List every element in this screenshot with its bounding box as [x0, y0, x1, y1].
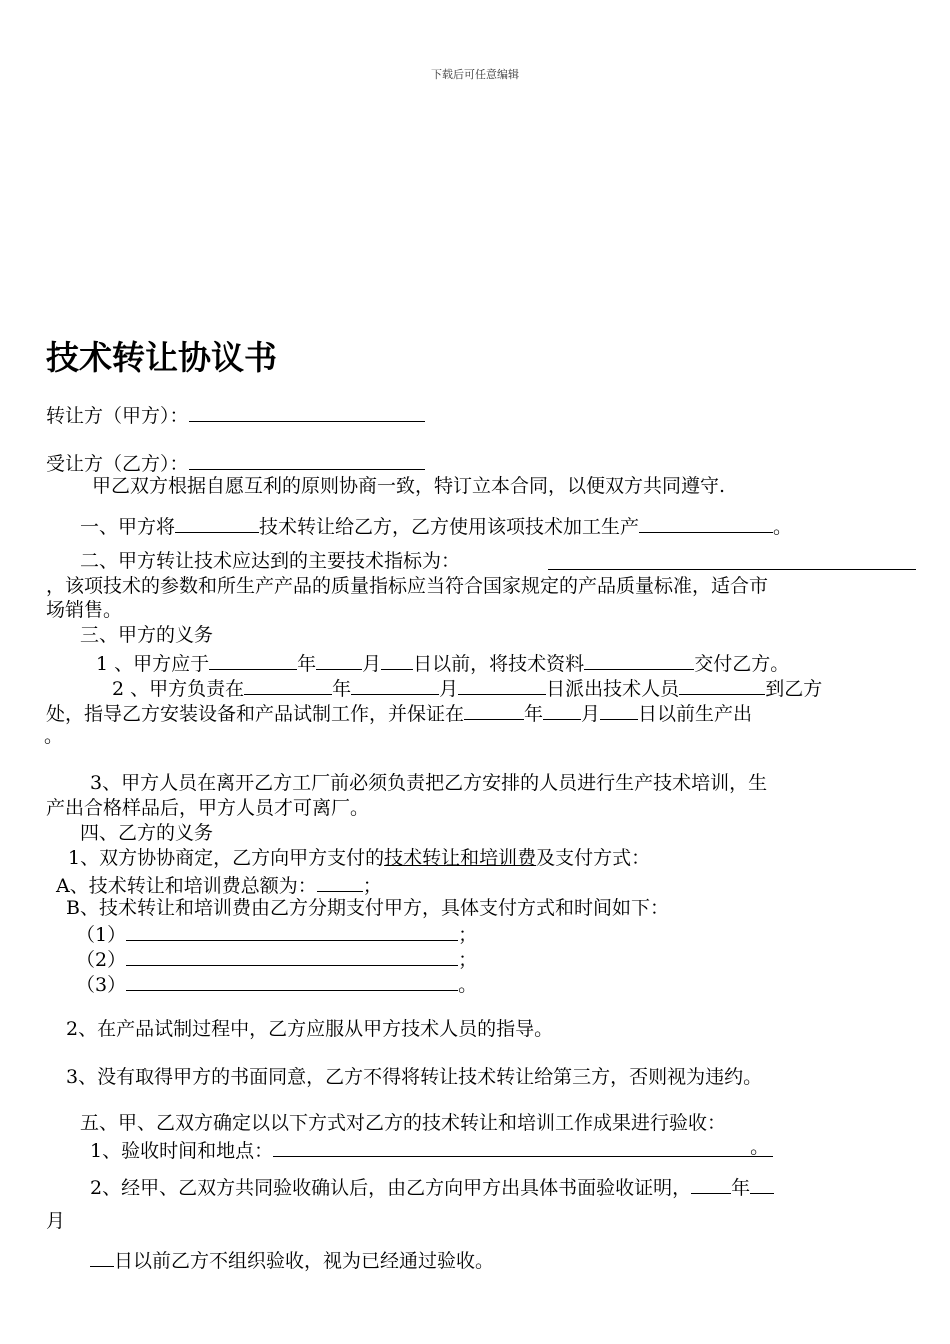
s1-text-c: 。 [773, 516, 793, 538]
s3-i2-year2-blank[interactable] [464, 699, 524, 720]
payment-item-3 [76, 970, 477, 997]
section-4-item-3: 3、没有取得甲方的书面同意，乙方不得将转让技术转让给第三方，否则视为违约。 [66, 1066, 763, 1088]
section-2-line-3: 场销售。 [46, 599, 123, 621]
intro-paragraph: 甲乙双方根据自愿互利的原则协商一致，特订立本合同，以便双方共同遵守. [92, 475, 726, 497]
s2-text-a: 二、甲方转让技术应达到的主要技术指标为： [80, 550, 461, 572]
s3-i1-year: 年 [297, 653, 317, 675]
s5-i1-text: 1、验收时间和地点： [90, 1140, 274, 1162]
s1-product-blank[interactable] [639, 512, 773, 533]
s5-i1-end: 。 [750, 1136, 770, 1158]
s3-i2-month2-blank[interactable] [543, 699, 581, 720]
s3-i2-month2: 月 [581, 703, 601, 725]
section-3-item-2-line-2 [46, 699, 752, 726]
s4-i1-text-a: 1、双方协协商定，乙方向甲方支付的 [68, 847, 385, 869]
section-4-item-b: B、技术转让和培训费由乙方分期支付甲方，具体支付方式和时间如下： [66, 897, 669, 919]
section-3-item-3-line-1: 3、甲方人员在离开乙方工厂前必须负责把乙方安排的人员进行生产技术培训，生 [90, 772, 768, 794]
section-4-item-a [56, 871, 382, 898]
s3-i2-day2-blank[interactable] [600, 699, 638, 720]
s3-i2-month: 月 [439, 678, 459, 700]
section-4-title: 四、乙方的义务 [80, 822, 214, 844]
s3-i1-docs-blank[interactable] [584, 649, 694, 670]
s5-i2-text: 2、经甲、乙双方共同验收确认后，由乙方向甲方出具体书面验收证明， [90, 1177, 692, 1199]
p2-label: （2） [76, 949, 127, 971]
section-3-item-2-line-1 [112, 674, 822, 701]
section-5-title: 五、甲、乙双方确定以以下方式对乙方的技术转让和培训工作成果进行验收： [80, 1112, 727, 1134]
s3-i1-text-d: 日以前，将技术资料 [413, 653, 585, 675]
party-a-line [46, 401, 425, 428]
s5-i2-year-blank[interactable] [691, 1173, 731, 1194]
s4-total-blank[interactable] [317, 871, 363, 892]
s3-i2-year2: 年 [524, 703, 544, 725]
s2-indicator-blank[interactable] [548, 549, 916, 570]
s3-i2-text-i: 日以前生产出 [638, 703, 753, 725]
section-1 [80, 512, 792, 539]
s4-i1-text-b: 及支付方式： [536, 847, 651, 869]
section-3-title: 三、甲方的义务 [80, 624, 214, 646]
section-3-item-2-line-3: 。 [44, 725, 64, 747]
p2-end: ； [458, 949, 478, 971]
s3-i1-text-e: 交付乙方。 [694, 653, 790, 675]
s4-a-text: A、技术转让和培训费总额为： [56, 875, 317, 897]
s3-i1-year-blank[interactable] [209, 649, 297, 670]
s3-i1-month-blank[interactable] [316, 649, 362, 670]
s3-i1-day-blank[interactable] [381, 649, 413, 670]
p1-blank[interactable] [126, 920, 458, 941]
p3-label: （3） [76, 974, 127, 996]
party-b-label: 受让方（乙方）： [46, 453, 189, 475]
s4-i1-underlined: 技术转让和培训费 [384, 847, 537, 869]
section-4-item-1 [68, 846, 650, 870]
s3-i2-text-a: 2 、甲方负责在 [112, 678, 245, 700]
party-a-blank[interactable] [189, 401, 425, 422]
payment-item-1 [76, 920, 477, 947]
s4-a-end: ； [362, 875, 382, 897]
p1-end: ； [458, 924, 478, 946]
party-b-blank[interactable] [189, 449, 425, 470]
section-5-item-2 [90, 1173, 774, 1200]
p2-blank[interactable] [126, 945, 458, 966]
party-b-line [46, 449, 425, 476]
acceptance-place-blank[interactable] [273, 1136, 773, 1157]
header-note: 下载后可任意编辑 [431, 68, 519, 81]
section-5-item-2-month: 月 [46, 1210, 66, 1232]
party-a-label: 转让方（甲方）： [46, 405, 189, 427]
s3-i2-year: 年 [332, 678, 352, 700]
s3-i2-day-blank[interactable] [458, 674, 546, 695]
s5-i2-month-blank[interactable] [750, 1173, 774, 1194]
s1-text-a: 一、甲方将 [80, 516, 176, 538]
s3-i2-text-d: 日派出技术人员 [546, 678, 680, 700]
section-4-item-2: 2、在产品试制过程中，乙方应服从甲方技术人员的指导。 [66, 1018, 554, 1040]
section-3-item-3-line-2: 产出合格样品后，甲方人员才可离厂。 [46, 797, 370, 819]
section-5-item-3 [90, 1246, 494, 1273]
s5-i3-day-blank[interactable] [90, 1246, 114, 1267]
s3-i2-year-blank[interactable] [244, 674, 332, 695]
s3-i2-text-f: 处，指导乙方安装设备和产品试制工作，并保证在 [46, 703, 465, 725]
s3-i1-month: 月 [362, 653, 382, 675]
section-3-item-1 [96, 649, 789, 676]
payment-item-2 [76, 945, 477, 972]
s1-tech-blank[interactable] [175, 512, 259, 533]
s5-i2-year: 年 [731, 1177, 751, 1199]
section-2-line-2: ，该项技术的参数和所生产产品的质量指标应当符合国家规定的产品质量标准，适合市 [46, 575, 769, 597]
s3-i1-text-a: 1 、甲方应于 [96, 653, 210, 675]
p1-label: （1） [76, 924, 127, 946]
section-5-item-1 [90, 1136, 773, 1163]
s1-text-b: 技术转让给乙方，乙方使用该项技术加工生产 [259, 516, 640, 538]
p3-end: 。 [458, 974, 478, 996]
s5-i3-text: 日以前乙方不组织验收，视为已经通过验收。 [114, 1250, 495, 1272]
s3-i2-staff-blank[interactable] [679, 674, 765, 695]
s3-i2-text-e: 到乙方 [765, 678, 823, 700]
section-2-line-1 [80, 549, 460, 573]
s3-i2-month-blank[interactable] [351, 674, 439, 695]
p3-blank[interactable] [126, 970, 458, 991]
document-title: 技术转让协议书 [46, 338, 277, 377]
